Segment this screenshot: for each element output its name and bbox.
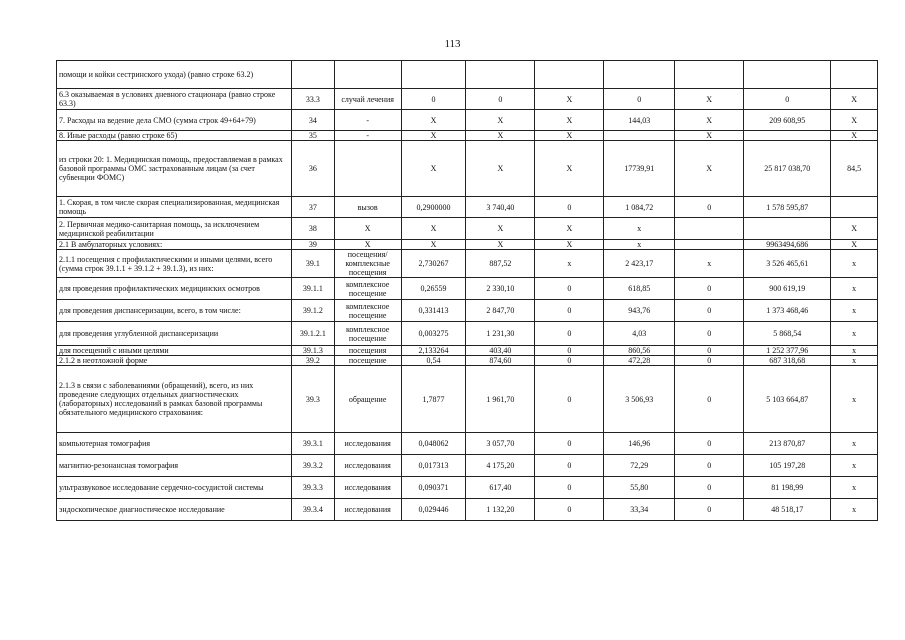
cell-unit: - — [334, 110, 401, 131]
cell-v4: 144,03 — [604, 110, 675, 131]
table-row — [57, 346, 878, 356]
cell-unit: исследования — [334, 477, 401, 499]
cell-v6: 1 373 468,46 — [744, 300, 831, 322]
cell-v7: x — [831, 250, 878, 278]
cell-name: для проведения профилактических медицинских осмотров — [57, 278, 292, 300]
cell-v5: X — [675, 110, 744, 131]
cell-v3: 0 — [535, 366, 604, 433]
cell-code: 39 — [292, 240, 335, 250]
cell-v4: 146,96 — [604, 433, 675, 455]
cell-v2: 3 057,70 — [466, 433, 535, 455]
cell-v2: 874,60 — [466, 356, 535, 366]
cell-v2: 403,40 — [466, 346, 535, 356]
cell-unit — [334, 61, 401, 89]
cell-v7: x — [831, 322, 878, 346]
cell-v6: 9963494,686 — [744, 240, 831, 250]
cell-code: 34 — [292, 110, 335, 131]
financial-table — [56, 60, 878, 521]
cell-v6: 213 870,87 — [744, 433, 831, 455]
cell-name: 2.1.2 в неотложной форме — [57, 356, 292, 366]
cell-v2: 887,52 — [466, 250, 535, 278]
cell-code: 39.3.4 — [292, 499, 335, 521]
cell-v7: x — [831, 477, 878, 499]
cell-name: магнитно-резонансная томография — [57, 455, 292, 477]
cell-v2: 1 132,20 — [466, 499, 535, 521]
cell-code: 39.1 — [292, 250, 335, 278]
cell-v2: 617,40 — [466, 477, 535, 499]
cell-name: 1. Скорая, в том числе скорая специализированная, медицинская помощь — [57, 197, 292, 218]
cell-name: 7. Расходы на ведение дела СМО (сумма строк 49+64+79) — [57, 110, 292, 131]
table-row — [57, 218, 878, 240]
cell-v1: 0,331413 — [401, 300, 466, 322]
cell-name: компьютерная томография — [57, 433, 292, 455]
cell-v3: 0 — [535, 346, 604, 356]
cell-v1: 0 — [401, 89, 466, 110]
cell-v3: 0 — [535, 433, 604, 455]
cell-v2: 3 740,40 — [466, 197, 535, 218]
cell-unit: исследования — [334, 433, 401, 455]
cell-name: 2.1.3 в связи с заболеваниями (обращений), всего, из них проведение следующих отдельных диагностических (лабораторных) исследований в рамках базовой программы обязательного медицинского страхования: — [57, 366, 292, 433]
cell-v1: 2,133264 — [401, 346, 466, 356]
cell-v7: 84,5 — [831, 141, 878, 197]
cell-v7: x — [831, 278, 878, 300]
cell-v4: 860,56 — [604, 346, 675, 356]
cell-code: 33.3 — [292, 89, 335, 110]
cell-v4: 472,28 — [604, 356, 675, 366]
cell-v6: 1 578 595,87 — [744, 197, 831, 218]
cell-v6 — [744, 131, 831, 141]
cell-v4 — [604, 61, 675, 89]
cell-name: 2.1.1 посещения с профилактическими и иными целями, всего (сумма строк 39.1.1 + 39.1.2 + 39.1.3), из них: — [57, 250, 292, 278]
cell-v3: 0 — [535, 300, 604, 322]
cell-v5: 0 — [675, 278, 744, 300]
cell-v1: 0,54 — [401, 356, 466, 366]
table-row — [57, 110, 878, 131]
cell-v4: 0 — [604, 89, 675, 110]
cell-v1: X — [401, 131, 466, 141]
cell-v5 — [675, 61, 744, 89]
cell-v3: x — [535, 250, 604, 278]
cell-v3: 0 — [535, 322, 604, 346]
page-number: 113 — [444, 38, 461, 50]
cell-code: 39.3.1 — [292, 433, 335, 455]
cell-v6: 5 103 664,87 — [744, 366, 831, 433]
cell-v6: 3 526 465,61 — [744, 250, 831, 278]
cell-v7: x — [831, 346, 878, 356]
cell-v5: 0 — [675, 455, 744, 477]
cell-unit: исследования — [334, 499, 401, 521]
table-row — [57, 300, 878, 322]
cell-name: 8. Иные расходы (равно строке 65) — [57, 131, 292, 141]
cell-v5: 0 — [675, 300, 744, 322]
table-row — [57, 89, 878, 110]
cell-v4: x — [604, 218, 675, 240]
cell-v1: X — [401, 141, 466, 197]
cell-v5: 0 — [675, 346, 744, 356]
table-row — [57, 366, 878, 433]
cell-v4: 4,03 — [604, 322, 675, 346]
cell-v4: 55,80 — [604, 477, 675, 499]
cell-v6: 209 608,95 — [744, 110, 831, 131]
cell-v7: x — [831, 499, 878, 521]
cell-unit: исследования — [334, 455, 401, 477]
cell-name: для проведения диспансеризации, всего, в том числе: — [57, 300, 292, 322]
cell-name: для посещений с иными целями — [57, 346, 292, 356]
cell-v2: 2 847,70 — [466, 300, 535, 322]
cell-unit: вызов — [334, 197, 401, 218]
cell-v7: X — [831, 240, 878, 250]
cell-v3: X — [535, 218, 604, 240]
table-row — [57, 141, 878, 197]
cell-v1: 0,017313 — [401, 455, 466, 477]
cell-v6: 900 619,19 — [744, 278, 831, 300]
cell-v5 — [675, 218, 744, 240]
cell-v7: X — [831, 218, 878, 240]
cell-v2: X — [466, 141, 535, 197]
cell-v3: 0 — [535, 477, 604, 499]
cell-v5: x — [675, 250, 744, 278]
cell-name: 6.3 оказываемая в условиях дневного стационара (равно строке 63.3) — [57, 89, 292, 110]
cell-v5: 0 — [675, 322, 744, 346]
cell-v1: 0,26559 — [401, 278, 466, 300]
cell-v5: 0 — [675, 197, 744, 218]
table-row — [57, 356, 878, 366]
cell-v4: 72,29 — [604, 455, 675, 477]
cell-name: 2.1 В амбулаторных условиях: — [57, 240, 292, 250]
cell-v2: X — [466, 218, 535, 240]
cell-v2: 2 330,10 — [466, 278, 535, 300]
cell-unit: X — [334, 218, 401, 240]
cell-v6: 687 318,68 — [744, 356, 831, 366]
cell-v2: 0 — [466, 89, 535, 110]
cell-v6: 105 197,28 — [744, 455, 831, 477]
cell-unit: комплексное посещение — [334, 322, 401, 346]
cell-v7 — [831, 61, 878, 89]
cell-v4: 2 423,17 — [604, 250, 675, 278]
cell-code: 39.1.3 — [292, 346, 335, 356]
cell-v5: 0 — [675, 366, 744, 433]
cell-name: для проведения углубленной диспансеризации — [57, 322, 292, 346]
cell-unit: посещение — [334, 356, 401, 366]
cell-v6: 5 868,54 — [744, 322, 831, 346]
cell-v1: X — [401, 110, 466, 131]
cell-v2: 1 231,30 — [466, 322, 535, 346]
cell-v5: X — [675, 131, 744, 141]
cell-name: помощи и койки сестринского ухода) (равно строке 63.2) — [57, 61, 292, 89]
table-row — [57, 499, 878, 521]
cell-v3: X — [535, 131, 604, 141]
cell-v6: 25 817 038,70 — [744, 141, 831, 197]
cell-v1: 1,7877 — [401, 366, 466, 433]
cell-v5: 0 — [675, 356, 744, 366]
cell-v6: 81 198,99 — [744, 477, 831, 499]
table-row — [57, 250, 878, 278]
cell-unit: случай лечения — [334, 89, 401, 110]
cell-v3: 0 — [535, 197, 604, 218]
cell-v5: X — [675, 89, 744, 110]
cell-unit: комплексное посещение — [334, 278, 401, 300]
cell-name: эндоскопическое диагностическое исследование — [57, 499, 292, 521]
table-row — [57, 131, 878, 141]
cell-v6: 48 518,17 — [744, 499, 831, 521]
cell-v7: X — [831, 89, 878, 110]
table-row — [57, 433, 878, 455]
table-row — [57, 278, 878, 300]
cell-v4: 618,85 — [604, 278, 675, 300]
cell-v1: 0,2900000 — [401, 197, 466, 218]
cell-code: 39.3.3 — [292, 477, 335, 499]
cell-v7: x — [831, 455, 878, 477]
cell-v5 — [675, 240, 744, 250]
cell-v1: 0,029446 — [401, 499, 466, 521]
cell-unit: - — [334, 131, 401, 141]
cell-v7: x — [831, 356, 878, 366]
cell-unit: обращение — [334, 366, 401, 433]
cell-v1: 0,090371 — [401, 477, 466, 499]
cell-code: 39.1.2 — [292, 300, 335, 322]
cell-v5: 0 — [675, 477, 744, 499]
table-row — [57, 61, 878, 89]
cell-v4: x — [604, 240, 675, 250]
cell-v1: X — [401, 218, 466, 240]
cell-v5: 0 — [675, 499, 744, 521]
cell-code: 39.1.2.1 — [292, 322, 335, 346]
cell-code: 39.2 — [292, 356, 335, 366]
cell-v1: 0,048062 — [401, 433, 466, 455]
cell-v3: 0 — [535, 499, 604, 521]
table-row — [57, 240, 878, 250]
cell-v4 — [604, 131, 675, 141]
cell-v7: X — [831, 110, 878, 131]
cell-v1 — [401, 61, 466, 89]
cell-v5: 0 — [675, 433, 744, 455]
cell-v6: 1 252 377,96 — [744, 346, 831, 356]
cell-v4: 943,76 — [604, 300, 675, 322]
cell-code: 39.3.2 — [292, 455, 335, 477]
cell-v7: x — [831, 300, 878, 322]
cell-code: 39.1.1 — [292, 278, 335, 300]
cell-code: 38 — [292, 218, 335, 240]
cell-code: 36 — [292, 141, 335, 197]
cell-v7 — [831, 197, 878, 218]
cell-v2: X — [466, 240, 535, 250]
cell-v4: 1 084,72 — [604, 197, 675, 218]
cell-v7: x — [831, 366, 878, 433]
cell-name: из строки 20: 1. Медицинская помощь, предоставляемая в рамках базовой программы ОМС застрахованным лицам (за счет субвенции ФОМС) — [57, 141, 292, 197]
cell-v4: 33,34 — [604, 499, 675, 521]
cell-unit: X — [334, 240, 401, 250]
cell-code — [292, 61, 335, 89]
cell-v3: X — [535, 89, 604, 110]
cell-v6 — [744, 218, 831, 240]
cell-v2 — [466, 61, 535, 89]
cell-code: 35 — [292, 131, 335, 141]
cell-v5: X — [675, 141, 744, 197]
cell-v3: 0 — [535, 356, 604, 366]
cell-v2: 1 961,70 — [466, 366, 535, 433]
table-row — [57, 455, 878, 477]
table-row — [57, 322, 878, 346]
cell-v2: X — [466, 110, 535, 131]
cell-unit: посещения — [334, 346, 401, 356]
cell-v3: X — [535, 110, 604, 131]
cell-v4: 3 506,93 — [604, 366, 675, 433]
cell-unit: комплексное посещение — [334, 300, 401, 322]
cell-v1: X — [401, 240, 466, 250]
cell-v7: X — [831, 131, 878, 141]
cell-v6: 0 — [744, 89, 831, 110]
cell-v3: X — [535, 141, 604, 197]
cell-v1: 2,730267 — [401, 250, 466, 278]
cell-name: 2. Первичная медико-санитарная помощь, за исключением медицинской реабилитации — [57, 218, 292, 240]
table-row — [57, 197, 878, 218]
cell-unit — [334, 141, 401, 197]
cell-v2: 4 175,20 — [466, 455, 535, 477]
cell-v2: X — [466, 131, 535, 141]
table-row — [57, 477, 878, 499]
cell-unit: посещения/комплексные посещения — [334, 250, 401, 278]
cell-v3 — [535, 61, 604, 89]
cell-v3: 0 — [535, 455, 604, 477]
cell-v4: 17739,91 — [604, 141, 675, 197]
cell-v6 — [744, 61, 831, 89]
cell-v1: 0,003275 — [401, 322, 466, 346]
cell-code: 39.3 — [292, 366, 335, 433]
cell-name: ультразвуковое исследование сердечно-сосудистой системы — [57, 477, 292, 499]
cell-v7: x — [831, 433, 878, 455]
cell-code: 37 — [292, 197, 335, 218]
cell-v3: 0 — [535, 278, 604, 300]
cell-v3: X — [535, 240, 604, 250]
